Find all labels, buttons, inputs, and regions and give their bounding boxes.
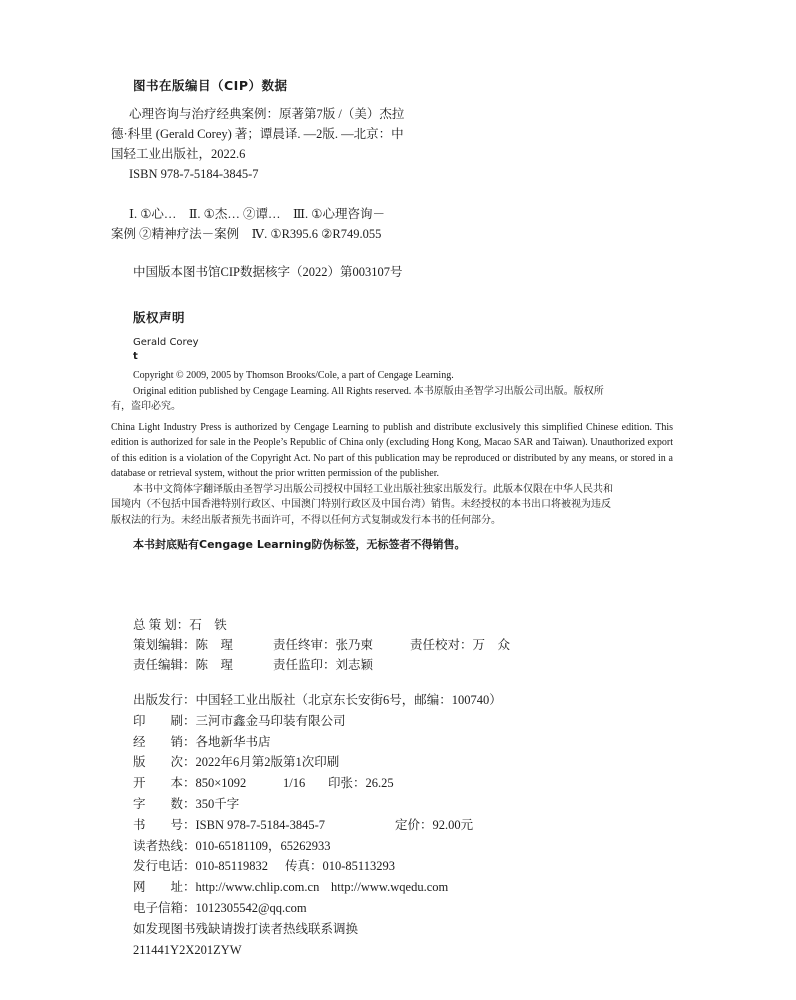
edition: 版 次：2022年6月第2版第1次印刷 <box>133 755 340 770</box>
copyright-line: Copyright © 2009, 2005 by Thomson Brooks/Cole, a part of Cengage Learning. <box>133 370 454 381</box>
planning-editor: 策划编辑：陈 瑆 <box>133 638 234 652</box>
cip-isbn: ISBN 978-7-5184-3845-7 <box>129 167 259 181</box>
cip-classification-1: Ⅰ. ①心… Ⅱ. ①杰… ②谭… Ⅲ. ①心理咨询－ <box>129 207 385 221</box>
cip-block <box>111 76 673 293</box>
cip-line-2: 德·科里 (Gerald Corey) 著；谭晨译. —2版. —北京：中 <box>111 127 404 141</box>
original-author: Gerald Corey <box>133 337 199 348</box>
publishing-info <box>133 690 693 960</box>
cip-number: 中国版本图书馆CIP数据核字（2022）第003107号 <box>133 265 403 279</box>
final-reviewer: 责任终审：张乃柬 <box>273 638 374 652</box>
defect-note: 如发现图书残缺请拨打读者热线联系调换 <box>133 921 359 936</box>
credits-row-3 <box>133 655 693 675</box>
website-2: http://www.wqedu.com <box>331 880 449 895</box>
authorization-paragraph: China Light Industry Press is authorized by Cengage Learning to publish and distribute exclusively this simplified Chinese edition. This edition is authorized for sale in the People’s Republic of China only (excluding Hong Kong, Macao SAR and Taiwan). Unauthorized export of this edition is a violation of the Copyright Act. No part of this publication may be reproduced or distributed by any means, or stored in a database or retrieval system, without the prior written permission of the publisher. <box>111 421 673 479</box>
print-supervisor: 责任监印：刘志颖 <box>273 658 374 672</box>
website: 网 址：http://www.chlip.com.cn <box>133 880 320 895</box>
printer: 印 刷：三河市鑫金马印装有限公司 <box>133 713 346 728</box>
chinese-statement-3: 版权法的行为。未经出版者预先书面许可，不得以任何方式复制或发行本书的任何部分。 <box>111 514 501 526</box>
publisher: 出版发行：中国轻工业出版社（北京东长安街6号，邮编：100740） <box>133 693 502 707</box>
cip-line-3: 国轻工业出版社，2022.6 <box>111 147 246 161</box>
original-edition-line-2: 有，盗印必究。 <box>111 401 181 412</box>
copyright-block <box>111 308 673 552</box>
credits-row-1 <box>133 615 693 635</box>
fax: 传真：010-85113293 <box>285 859 395 874</box>
original-title-short: t <box>133 351 138 362</box>
book-format: 开 本：850×1092 <box>133 776 247 791</box>
word-count: 字 数：350千字 <box>133 796 240 811</box>
email: 电子信箱：1012305542@qq.com <box>133 900 307 915</box>
price: 定价：92.00元 <box>395 817 474 832</box>
chinese-statement-1: 本书中文简体字翻译版由圣智学习出版公司授权中国轻工业出版社独家出版发行。此版本仅限在中华人民共和 <box>133 483 613 495</box>
sales-phone: 发行电话：010-85119832 <box>133 859 268 874</box>
chief-planner: 总 策 划：石 铁 <box>133 618 227 632</box>
format-fraction: 1/16 <box>283 776 306 791</box>
cip-classification-2: 案例 ②精神疗法－案例 Ⅳ. ①R395.6 ②R749.055 <box>111 227 382 241</box>
cip-line-1: 心理咨询与治疗经典案例：原著第7版 /（美）杰拉 <box>129 107 405 121</box>
reader-hotline: 读者热线：010-65181109，65262933 <box>133 838 331 853</box>
cip-title: 图书在版编目（CIP）数据 <box>133 78 288 93</box>
isbn: 书 号：ISBN 978-7-5184-3845-7 <box>133 817 326 832</box>
copyright-title: 版权声明 <box>133 310 186 325</box>
product-code: 211441Y2X201ZYW <box>133 942 242 957</box>
original-edition-line-1: Original edition published by Cengage Learning. All Rights reserved. 本书原版由圣智学习出版公司出版。版权所 <box>133 385 604 397</box>
proofreader: 责任校对：万 众 <box>410 638 511 652</box>
credits-block <box>133 615 693 675</box>
anti-counterfeit-note: 本书封底贴有Cengage Learning防伪标签，无标签者不得销售。 <box>133 538 466 551</box>
chinese-statement-2: 国境内（不包括中国香港特别行政区、中国澳门特别行政区及中国台湾）销售。未经授权的本书出口将被视为违反 <box>111 499 611 510</box>
credits-row-2 <box>133 635 693 655</box>
distributor: 经 销：各地新华书店 <box>133 734 271 749</box>
responsible-editor: 责任编辑：陈 瑆 <box>133 658 234 672</box>
printed-sheets: 印张：26.25 <box>328 776 394 791</box>
